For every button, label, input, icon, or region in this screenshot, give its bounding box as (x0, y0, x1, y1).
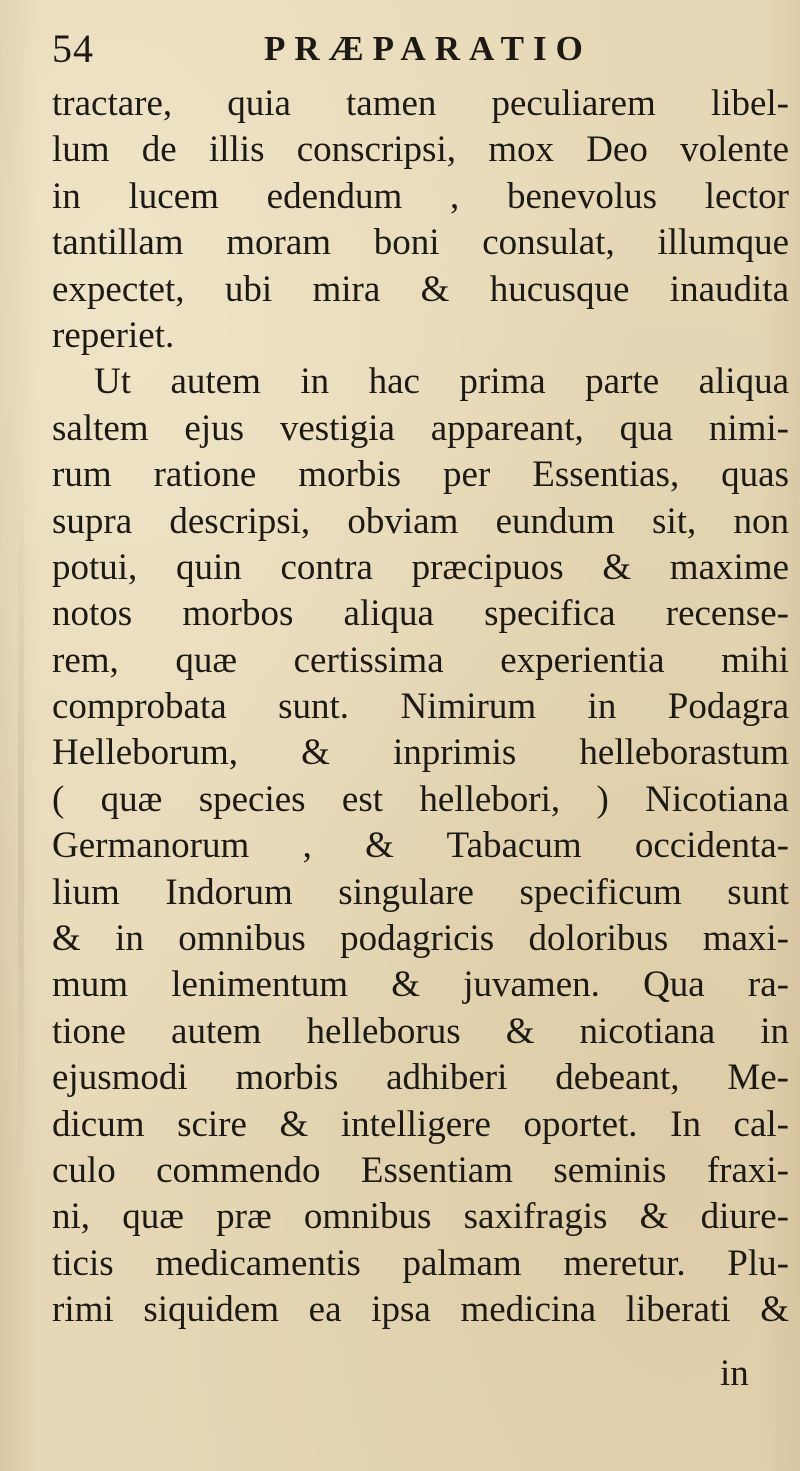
text-line: lium Indorum singulare specificum sunt (52, 871, 789, 913)
text-line: lum de illis conscripsi, mox Deo volente (52, 129, 789, 171)
text-line: expectet, ubi mira & hucusque inaudita (52, 268, 789, 310)
text-line: ticis medicamentis palmam meretur. Plu- (52, 1242, 789, 1284)
text-line: ejusmodi morbis adhiberi debeant, Me- (52, 1057, 789, 1099)
text-line: tractare, quia tamen peculiarem libel- (52, 83, 789, 124)
page-edge-shadow (18, 480, 24, 1180)
text-line: mum lenimentum & juvamen. Qua ra- (52, 964, 789, 1006)
text-line: rum ratione morbis per Essentias, quas (52, 454, 789, 496)
text-line: culo commendo Essentiam seminis fraxi- (52, 1149, 789, 1191)
text-line: & in omnibus podagricis doloribus maxi- (52, 918, 789, 960)
running-head (52, 24, 752, 74)
text-line: ni, quæ præ omnibus saxifragis & diure- (52, 1196, 789, 1238)
text-line: Ut autem in hac prima parte aliqua (94, 361, 789, 403)
text-line: rem, quæ certissima experientia mihi (52, 639, 789, 681)
running-title: PRÆPARATIO (264, 29, 592, 68)
text-line: tione autem helleborus & nicotiana in (52, 1010, 789, 1052)
text-line: saltem ejus vestigia appareant, qua nimi- (52, 407, 789, 449)
text-line: tantillam moram boni consulat, illumque (52, 222, 789, 264)
text-line: notos morbos aliqua specifica recense- (52, 593, 789, 635)
text-line: in lucem edendum , benevolus lector (52, 175, 789, 217)
text-line: comprobata sunt. Nimirum in Podagra (52, 686, 789, 728)
catchword: in (720, 1353, 749, 1394)
text-line: Germanorum , & Tabacum occidenta- (52, 825, 789, 867)
text-line: supra descripsi, obviam eundum sit, non (52, 500, 789, 542)
text-line: Helleborum, & inprimis helleborastum (52, 732, 789, 774)
page-number: 54 (52, 26, 94, 71)
text-line: reperiet. (52, 314, 175, 356)
body-text (52, 81, 789, 1334)
text-line: potui, quin contra præcipuos & maxime (52, 546, 789, 588)
text-line: dicum scire & intelligere oportet. In cal- (52, 1103, 789, 1145)
text-line: rimi siquidem ea ipsa medicina liberati & (52, 1289, 789, 1331)
text-line: ( quæ species est hellebori, ) Nicotiana (52, 778, 789, 820)
